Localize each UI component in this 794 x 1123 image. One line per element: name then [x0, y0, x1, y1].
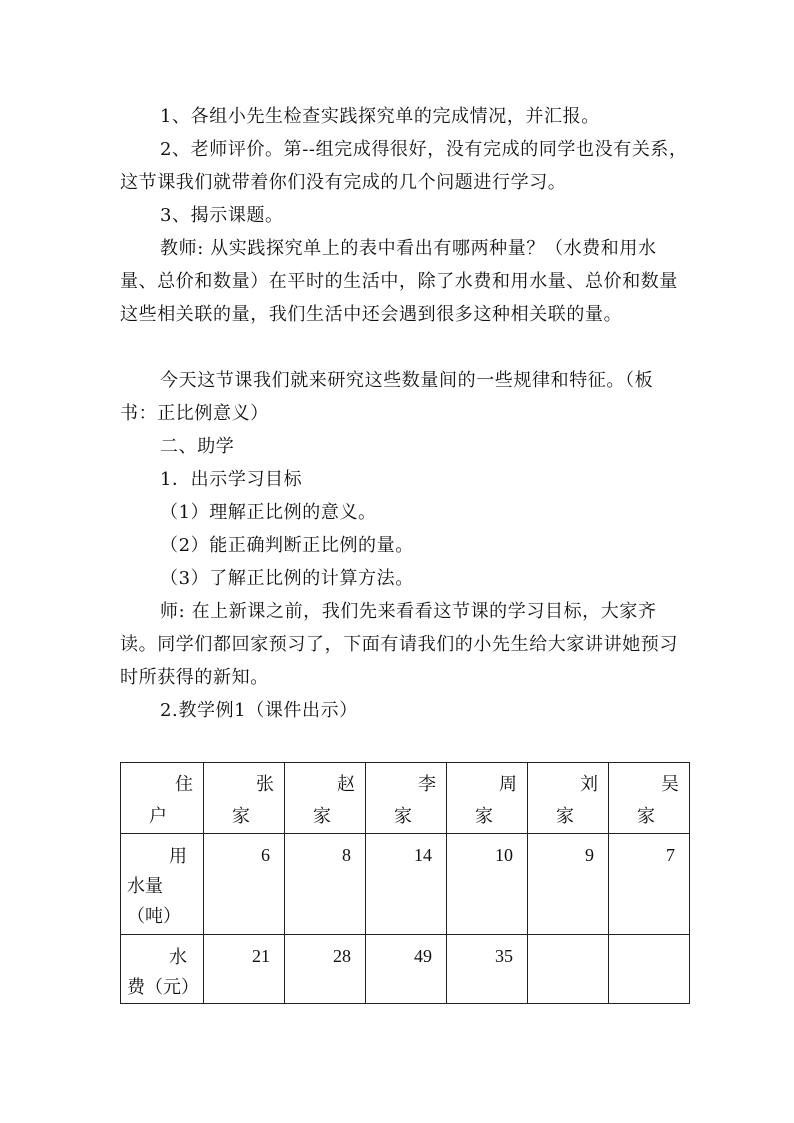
header-cell-zhao: 赵 家 [285, 763, 366, 834]
paragraph-example-1: 2.教学例1（课件出示） [160, 700, 358, 721]
paragraph-teacher-intro: 师: 在上新课之前，我们先来看看这节课的学习目标，大家齐读。同学们都回家预习了，下面有请我们的小先生给大家讲讲她预习时所获得的新知。 [120, 601, 678, 688]
subheading-learning-goals: 1．出示学习目标 [160, 469, 303, 490]
table-cell-empty [528, 935, 609, 1004]
table-header-row [121, 763, 690, 834]
table-row-water-fee [121, 935, 690, 1004]
header-cell-li: 李 家 [366, 763, 447, 834]
table-row-water-amount [121, 834, 690, 935]
paragraph-teacher-review: 2、老师评价。第--组完成得很好，没有完成的同学也没有关系，这节课我们就带着你们没有完成的几个问题进行学习。 [120, 139, 688, 193]
header-cell-zhou: 周 家 [447, 763, 528, 834]
paragraph-today-topic: 今天这节课我们就来研究这些数量间的一些规律和特征。（板书：正比例意义） [120, 370, 654, 424]
header-cell-wu: 吴 家 [609, 763, 690, 834]
row-label-water-amount: 用 水量 （吨） [121, 834, 204, 935]
table-cell: 8 [285, 834, 366, 935]
header-cell-zhang: 张 家 [204, 763, 285, 834]
table-cell: 9 [528, 834, 609, 935]
table-cell: 28 [285, 935, 366, 1004]
water-usage-table [120, 762, 690, 1004]
header-cell-liu: 刘 家 [528, 763, 609, 834]
table-cell: 35 [447, 935, 528, 1004]
section-heading-assist: 二、助学 [160, 436, 235, 457]
table-cell-empty [609, 935, 690, 1004]
goal-item-3: （3）了解正比例的计算方法。 [160, 568, 414, 589]
row-label-water-fee: 水 费（元） [121, 935, 204, 1004]
goal-item-1: （1）理解正比例的意义。 [160, 502, 377, 523]
header-cell-household: 住 户 [121, 763, 204, 834]
paragraph-reveal-topic: 3、揭示课题。 [160, 205, 284, 226]
table-cell: 6 [204, 834, 285, 935]
paragraph-teacher-question: 教师: 从实践探究单上的表中看出有哪两种量？（水费和用水量、总价和数量）在平时的生活中，除了水费和用水量、总价和数量这些相关联的量，我们生活中还会遇到很多这种相关联的量。 [120, 238, 678, 325]
table-cell: 14 [366, 834, 447, 935]
table-cell: 49 [366, 935, 447, 1004]
goal-item-2: （2）能正确判断正比例的量。 [160, 535, 414, 556]
table-cell: 10 [447, 834, 528, 935]
table-cell: 7 [609, 834, 690, 935]
table-cell: 21 [204, 935, 285, 1004]
paragraph-report: 1、各组小先生检查实践探究单的完成情况，并汇报。 [160, 106, 600, 127]
